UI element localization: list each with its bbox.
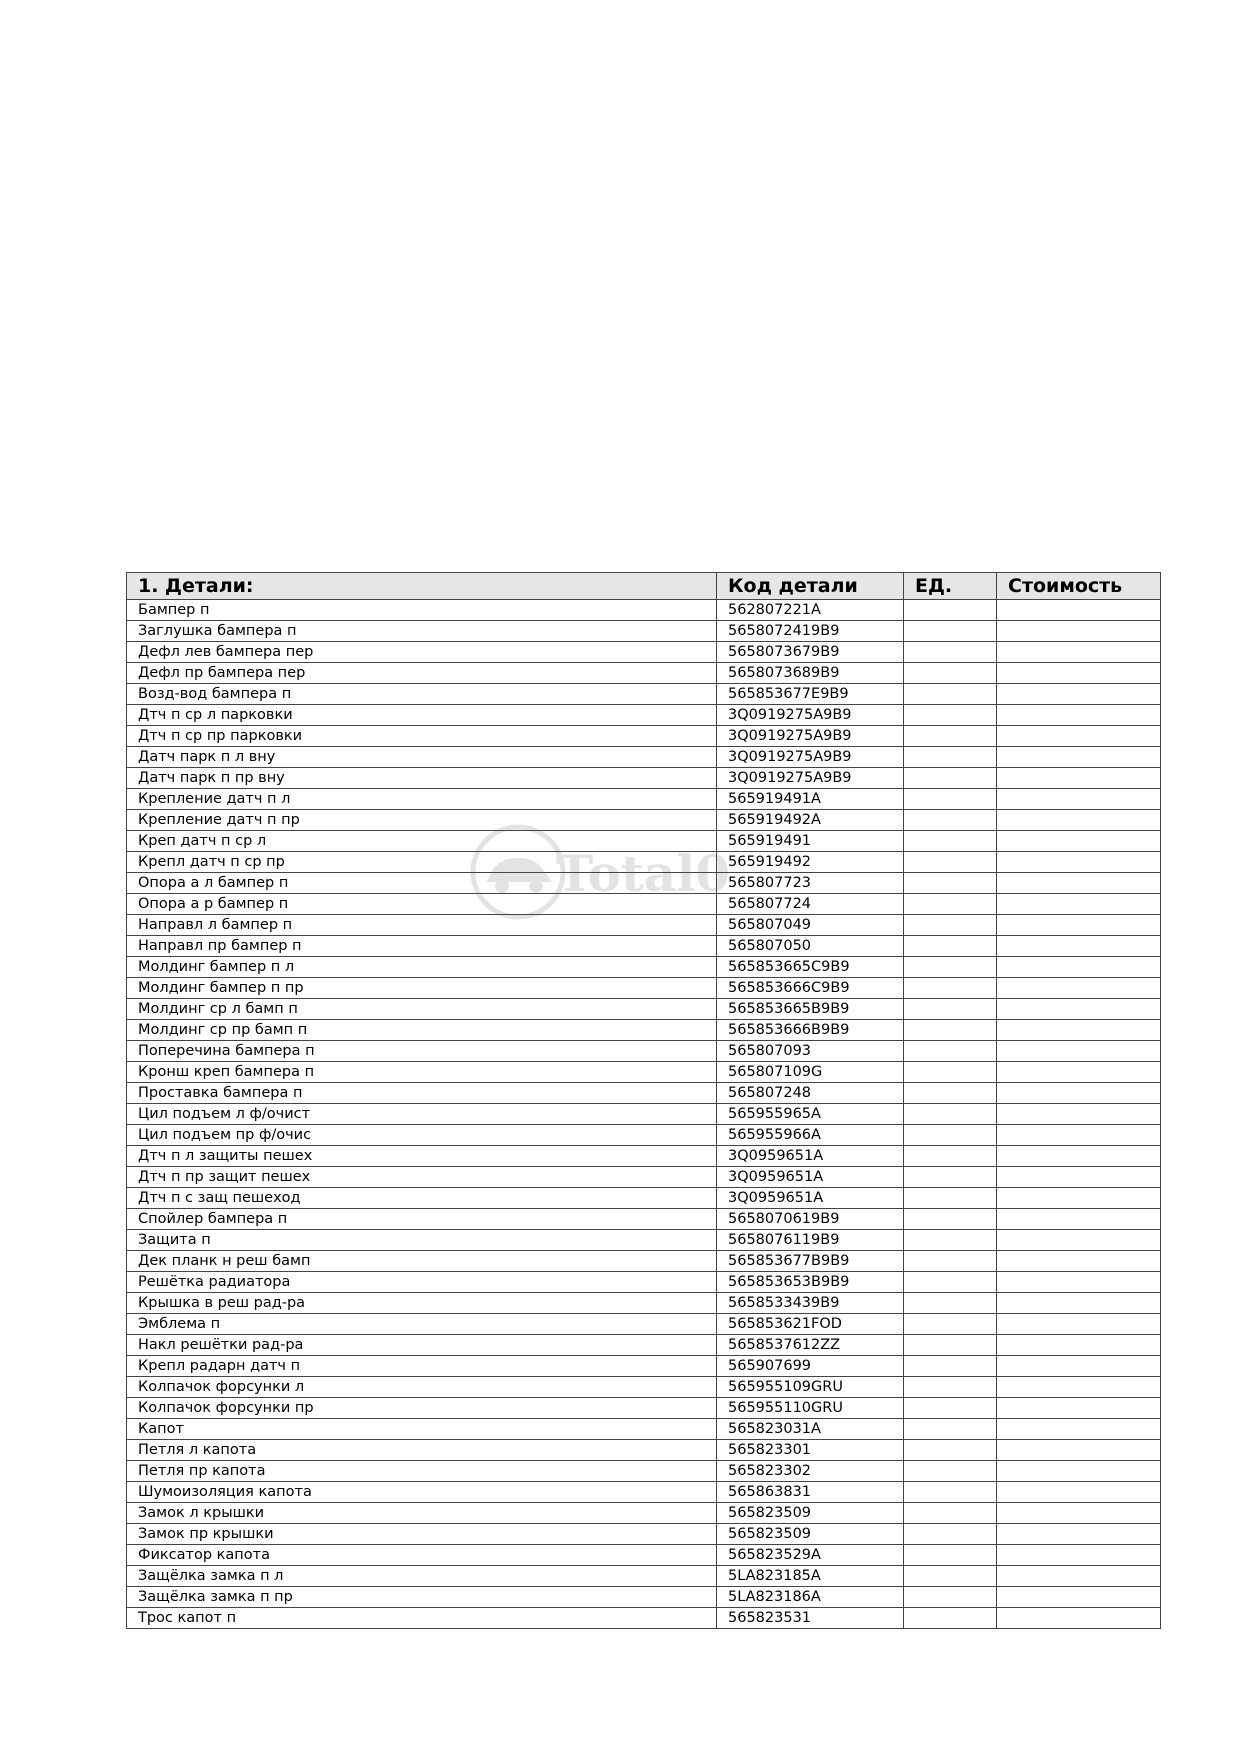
cost-cell [997,1272,1161,1293]
part-name-cell: Направл л бампер п [127,915,717,936]
cost-cell [997,999,1161,1020]
part-code-cell: 565853677E9B9 [717,684,904,705]
unit-cell [904,1503,997,1524]
table-row [127,915,1161,936]
unit-cell [904,1209,997,1230]
part-code-cell: 565807050 [717,936,904,957]
cost-cell [997,1293,1161,1314]
table-row [127,684,1161,705]
unit-cell [904,1146,997,1167]
part-code-cell: 565919492 [717,852,904,873]
cost-cell [997,936,1161,957]
cost-cell [997,1230,1161,1251]
part-code-cell: 565907699 [717,1356,904,1377]
table-row [127,705,1161,726]
unit-cell [904,1608,997,1629]
unit-cell [904,957,997,978]
part-name-cell: Дтч п ср пр парковки [127,726,717,747]
part-code-cell: 565919491 [717,831,904,852]
cost-cell [997,1041,1161,1062]
part-name-cell: Проставка бампера п [127,1083,717,1104]
cost-cell [997,1524,1161,1545]
unit-cell [904,1083,997,1104]
cost-cell [997,894,1161,915]
part-name-cell: Решётка радиатора [127,1272,717,1293]
part-code-cell: 3Q0959651A [717,1146,904,1167]
part-code-cell: 565919491A [717,789,904,810]
cost-cell [997,1587,1161,1608]
cost-cell [997,1146,1161,1167]
cost-cell [997,1188,1161,1209]
cost-cell [997,957,1161,978]
part-name-cell: Опора а л бампер п [127,873,717,894]
unit-cell [904,1230,997,1251]
unit-cell [904,1020,997,1041]
part-code-cell: 565823031A [717,1419,904,1440]
part-code-cell: 565807723 [717,873,904,894]
unit-cell [904,894,997,915]
part-name-cell: Защёлка замка п пр [127,1587,717,1608]
table-row [127,1251,1161,1272]
table-row [127,789,1161,810]
cost-cell [997,852,1161,873]
part-name-cell: Бампер п [127,600,717,621]
cost-cell [997,705,1161,726]
part-name-cell: Крепл датч п ср пр [127,852,717,873]
part-name-cell: Трос капот п [127,1608,717,1629]
cost-cell [997,1545,1161,1566]
unit-cell [904,1440,997,1461]
part-name-cell: Поперечина бампера п [127,1041,717,1062]
part-code-cell: 565823529A [717,1545,904,1566]
unit-cell [904,915,997,936]
part-code-cell: 565823302 [717,1461,904,1482]
table-row [127,810,1161,831]
unit-cell [904,768,997,789]
part-name-cell: Молдинг бампер п л [127,957,717,978]
part-name-cell: Замок пр крышки [127,1524,717,1545]
unit-cell [904,1335,997,1356]
cost-cell [997,600,1161,621]
table-row [127,1335,1161,1356]
part-code-cell: 565955109GRU [717,1377,904,1398]
part-code-cell: 565955966A [717,1125,904,1146]
cost-cell [997,915,1161,936]
table-row [127,1104,1161,1125]
table-row [127,1083,1161,1104]
cost-cell [997,684,1161,705]
part-code-cell: 565853666C9B9 [717,978,904,999]
part-name-cell: Цил подъем пр ф/очис [127,1125,717,1146]
cost-cell [997,642,1161,663]
part-code-cell: 565853665B9B9 [717,999,904,1020]
table-row [127,1524,1161,1545]
table-row [127,894,1161,915]
part-code-cell: 5658533439B9 [717,1293,904,1314]
unit-cell [904,1167,997,1188]
table-row [127,1398,1161,1419]
part-code-cell: 565955965A [717,1104,904,1125]
cost-cell [997,1461,1161,1482]
table-row [127,873,1161,894]
part-name-cell: Петля пр капота [127,1461,717,1482]
table-row [127,1230,1161,1251]
unit-cell [904,1314,997,1335]
unit-cell [904,831,997,852]
cost-cell [997,1167,1161,1188]
cost-cell [997,768,1161,789]
part-code-cell: 5LA823185A [717,1566,904,1587]
part-code-cell: 565853621FOD [717,1314,904,1335]
unit-cell [904,705,997,726]
part-name-cell: Кронш креп бампера п [127,1062,717,1083]
table-row [127,1566,1161,1587]
table-row [127,1440,1161,1461]
table-row [127,831,1161,852]
table-row [127,621,1161,642]
table-row [127,747,1161,768]
part-name-cell: Датч парк п пр вну [127,768,717,789]
part-code-cell: 5658537612ZZ [717,1335,904,1356]
unit-cell [904,1125,997,1146]
cost-cell [997,1440,1161,1461]
parts-table [126,572,1161,1629]
part-code-cell: 3Q0919275A9B9 [717,768,904,789]
part-name-cell: Цил подъем л ф/очист [127,1104,717,1125]
unit-cell [904,1524,997,1545]
unit-cell [904,726,997,747]
cost-cell [997,1356,1161,1377]
cost-cell [997,1566,1161,1587]
unit-cell [904,1566,997,1587]
part-code-cell: 565807049 [717,915,904,936]
table-row [127,1377,1161,1398]
part-name-cell: Защита п [127,1230,717,1251]
part-code-cell: 5658072419B9 [717,621,904,642]
part-code-cell: 565823509 [717,1524,904,1545]
part-code-cell: 3Q0959651A [717,1188,904,1209]
cost-cell [997,789,1161,810]
table-row [127,957,1161,978]
table-row [127,978,1161,999]
cost-cell [997,978,1161,999]
unit-cell [904,1482,997,1503]
part-name-cell: Накл решётки рад-ра [127,1335,717,1356]
part-name-cell: Возд-вод бампера п [127,684,717,705]
part-code-cell: 5658070619B9 [717,1209,904,1230]
unit-cell [904,1356,997,1377]
table-row [127,1482,1161,1503]
unit-cell [904,1293,997,1314]
part-code-cell: 565807109G [717,1062,904,1083]
unit-cell [904,663,997,684]
part-code-cell: 565919492A [717,810,904,831]
part-name-cell: Фиксатор капота [127,1545,717,1566]
part-name-cell: Направл пр бампер п [127,936,717,957]
part-name-cell: Замок л крышки [127,1503,717,1524]
part-name-cell: Колпачок форсунки пр [127,1398,717,1419]
part-name-cell: Молдинг бампер п пр [127,978,717,999]
cost-cell [997,1251,1161,1272]
cost-cell [997,1377,1161,1398]
unit-cell [904,1377,997,1398]
unit-cell [904,873,997,894]
unit-cell [904,1398,997,1419]
table-row [127,1608,1161,1629]
table-row [127,1146,1161,1167]
table-row [127,1167,1161,1188]
part-name-cell: Крепление датч п пр [127,810,717,831]
part-name-cell: Дтч п пр защит пешех [127,1167,717,1188]
table-row [127,1545,1161,1566]
part-code-cell: 565807093 [717,1041,904,1062]
unit-cell [904,600,997,621]
cost-cell [997,1314,1161,1335]
part-code-cell: 3Q0919275A9B9 [717,726,904,747]
table-row [127,768,1161,789]
part-code-cell: 565853666B9B9 [717,1020,904,1041]
part-code-cell: 565823509 [717,1503,904,1524]
unit-cell [904,747,997,768]
cost-cell [997,1503,1161,1524]
part-code-cell: 565863831 [717,1482,904,1503]
cost-cell [997,1335,1161,1356]
unit-cell [904,642,997,663]
cost-cell [997,810,1161,831]
part-name-cell: Шумоизоляция капота [127,1482,717,1503]
part-code-cell: 565823531 [717,1608,904,1629]
unit-cell [904,936,997,957]
cost-cell [997,1608,1161,1629]
table-row [127,1272,1161,1293]
part-name-cell: Дтч п ср л парковки [127,705,717,726]
cost-cell [997,1104,1161,1125]
part-name-cell: Дефл пр бампера пер [127,663,717,684]
table-row [127,1587,1161,1608]
part-code-cell: 565853665C9B9 [717,957,904,978]
part-name-cell: Молдинг ср л бамп п [127,999,717,1020]
unit-cell [904,1188,997,1209]
part-code-cell: 565955110GRU [717,1398,904,1419]
table-row [127,1041,1161,1062]
unit-cell [904,1545,997,1566]
table-row [127,1419,1161,1440]
part-code-cell: 565853677B9B9 [717,1251,904,1272]
table-row [127,726,1161,747]
cost-cell [997,1209,1161,1230]
unit-cell [904,789,997,810]
table-row [127,999,1161,1020]
unit-cell [904,684,997,705]
header-cost: Стоимость [997,573,1161,600]
table-row [127,663,1161,684]
table-row [127,1020,1161,1041]
unit-cell [904,1419,997,1440]
unit-cell [904,810,997,831]
cost-cell [997,1062,1161,1083]
table-row [127,1356,1161,1377]
table-header-row [127,573,1161,600]
part-code-cell: 565823301 [717,1440,904,1461]
part-name-cell: Дефл лев бампера пер [127,642,717,663]
part-code-cell: 565807724 [717,894,904,915]
cost-cell [997,1398,1161,1419]
part-name-cell: Дтч п л защиты пешех [127,1146,717,1167]
part-code-cell: 3Q0959651A [717,1167,904,1188]
table-row [127,1314,1161,1335]
unit-cell [904,1587,997,1608]
unit-cell [904,1041,997,1062]
table-row [127,1125,1161,1146]
part-code-cell: 5658073689B9 [717,663,904,684]
part-name-cell: Креп датч п ср л [127,831,717,852]
table-row [127,1503,1161,1524]
unit-cell [904,1461,997,1482]
unit-cell [904,978,997,999]
table-row [127,936,1161,957]
header-parts: 1. Детали: [127,573,717,600]
cost-cell [997,1020,1161,1041]
part-name-cell: Опора а р бампер п [127,894,717,915]
table-row [127,1188,1161,1209]
table-row [127,1461,1161,1482]
table-row [127,600,1161,621]
part-code-cell: 5658076119B9 [717,1230,904,1251]
cost-cell [997,726,1161,747]
cost-cell [997,747,1161,768]
part-name-cell: Колпачок форсунки л [127,1377,717,1398]
part-code-cell: 565807248 [717,1083,904,1104]
part-code-cell: 3Q0919275A9B9 [717,747,904,768]
table-row [127,1062,1161,1083]
cost-cell [997,873,1161,894]
part-code-cell: 5658073679B9 [717,642,904,663]
unit-cell [904,1062,997,1083]
part-name-cell: Заглушка бампера п [127,621,717,642]
unit-cell [904,1104,997,1125]
cost-cell [997,663,1161,684]
cost-cell [997,831,1161,852]
unit-cell [904,1251,997,1272]
part-name-cell: Дтч п с защ пешеход [127,1188,717,1209]
part-name-cell: Защёлка замка п л [127,1566,717,1587]
table-row [127,852,1161,873]
part-name-cell: Эмблема п [127,1314,717,1335]
part-name-cell: Спойлер бампера п [127,1209,717,1230]
watermark-text: Total0 [556,844,731,903]
unit-cell [904,1272,997,1293]
part-name-cell: Крепление датч п л [127,789,717,810]
header-part-code: Код детали [717,573,904,600]
unit-cell [904,999,997,1020]
part-code-cell: 3Q0919275A9B9 [717,705,904,726]
part-code-cell: 565853653B9B9 [717,1272,904,1293]
cost-cell [997,1125,1161,1146]
unit-cell [904,852,997,873]
table-row [127,1209,1161,1230]
cost-cell [997,1083,1161,1104]
part-name-cell: Молдинг ср пр бамп п [127,1020,717,1041]
cost-cell [997,621,1161,642]
part-code-cell: 562807221A [717,600,904,621]
unit-cell [904,621,997,642]
part-code-cell: 5LA823186A [717,1587,904,1608]
part-name-cell: Датч парк п л вну [127,747,717,768]
part-name-cell: Крепл радарн датч п [127,1356,717,1377]
part-name-cell: Крышка в реш рад-ра [127,1293,717,1314]
cost-cell [997,1482,1161,1503]
table-row [127,642,1161,663]
part-name-cell: Петля л капота [127,1440,717,1461]
part-name-cell: Дек планк н реш бамп [127,1251,717,1272]
part-name-cell: Капот [127,1419,717,1440]
cost-cell [997,1419,1161,1440]
header-unit: ЕД. [904,573,997,600]
table-row [127,1293,1161,1314]
